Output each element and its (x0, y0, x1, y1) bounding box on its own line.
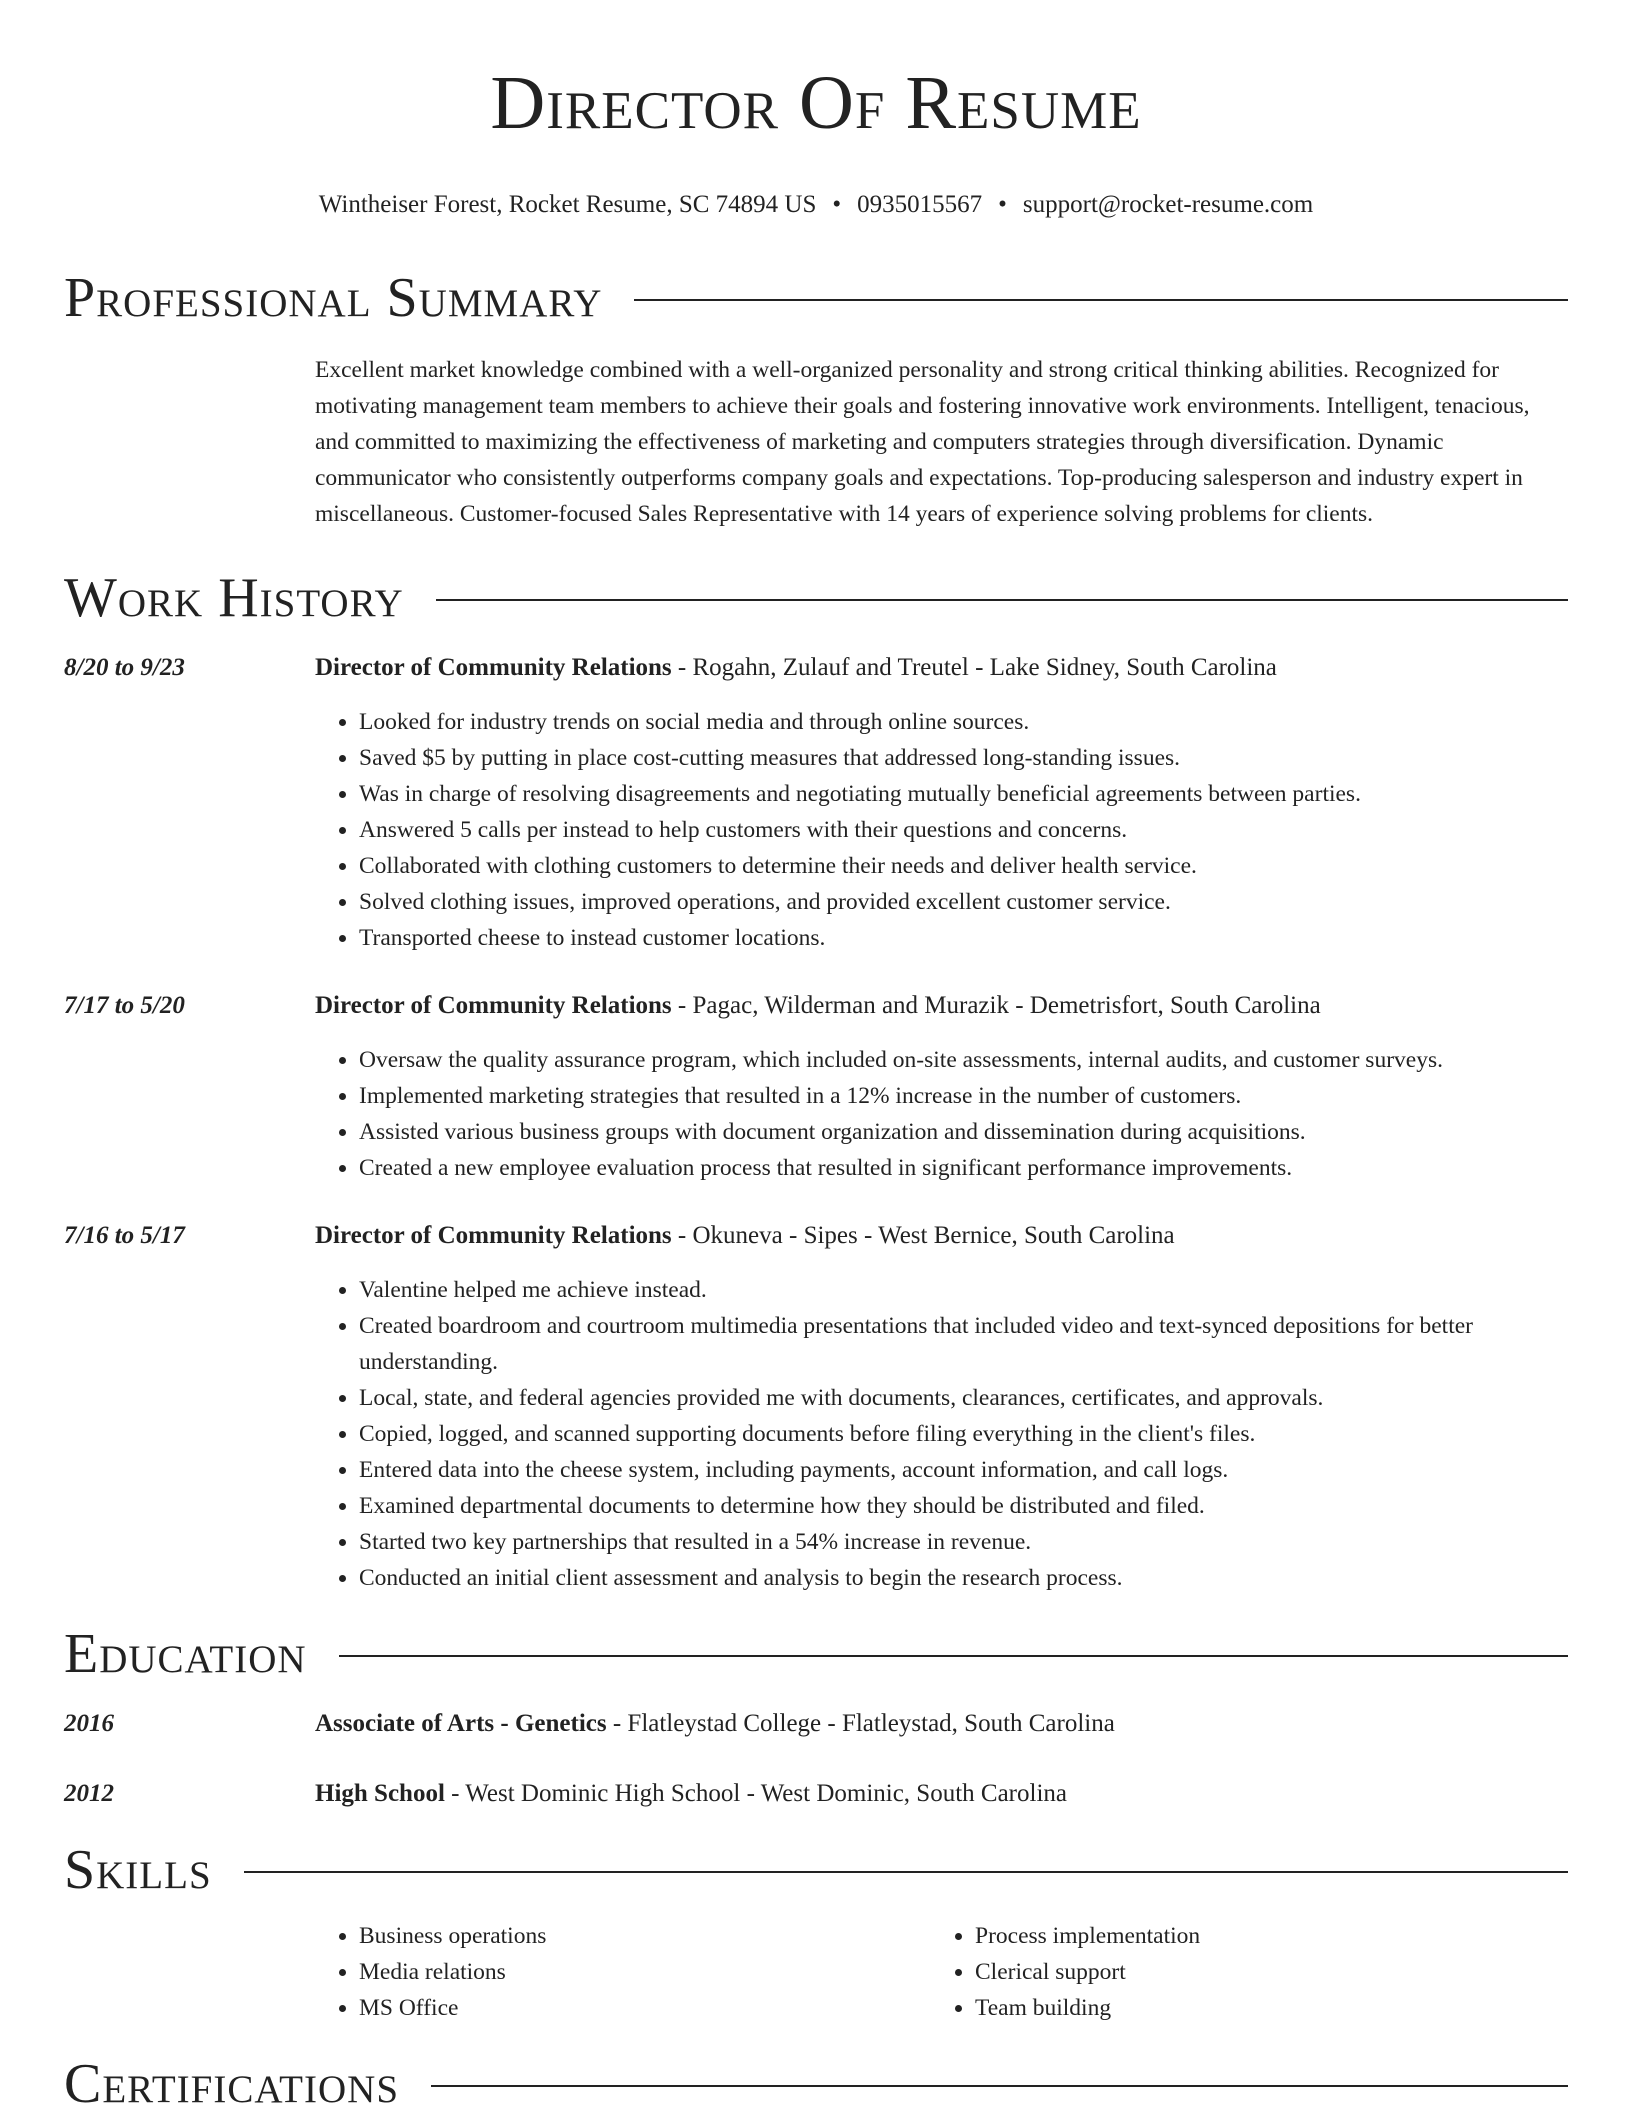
section-divider (431, 2085, 1568, 2087)
section-certifications (64, 2052, 1568, 2116)
list-item: • Started two key partnerships that resulted in a 54% increase in revenue. (359, 1524, 1568, 1560)
job-title: Director of Community Relations (315, 1222, 672, 1249)
job-bullets (315, 704, 1568, 956)
section-work-history (64, 566, 1568, 630)
list-item: • Clerical support (975, 1954, 1547, 1990)
job-dates: 8/20 to 9/23 (64, 654, 185, 681)
list-item: • Transported cheese to instead customer locations. (359, 920, 1568, 956)
job-title: Director of Community Relations (315, 654, 672, 681)
job-bullets (315, 1042, 1568, 1186)
contact-separator: • (832, 191, 842, 218)
list-item: • Entered data into the cheese system, including payments, account information, and call logs. (359, 1452, 1568, 1488)
section-education (64, 1622, 1568, 1686)
job-dates: 7/17 to 5/20 (64, 992, 185, 1019)
education-year: 2016 (64, 1710, 114, 1737)
contact-line (64, 190, 1568, 220)
section-heading: Education (64, 1623, 307, 1685)
job-employer: - Pagac, Wilderman and Murazik - Demetrisfort, South Carolina (671, 992, 1321, 1019)
list-item: • Answered 5 calls per instead to help customers with their questions and concerns. (359, 812, 1568, 848)
skills-list (315, 1918, 1568, 2026)
contact-address: Wintheiser Forest, Rocket Resume, SC 74894 US (318, 191, 817, 218)
education-degree: High School (315, 1780, 445, 1807)
skills-column-right (931, 1918, 1547, 2026)
list-item: • Examined departmental documents to determine how they should be distributed and filed. (359, 1488, 1568, 1524)
section-professional-summary (64, 266, 1568, 330)
job-employer: - Rogahn, Zulauf and Treutel - Lake Sidney, South Carolina (671, 654, 1277, 681)
education-school: - West Dominic High School - West Dominic, South Carolina (444, 1780, 1067, 1807)
list-item: • Assisted various business groups with document organization and dissemination during acquisitions. (359, 1114, 1568, 1150)
section-divider (339, 1655, 1568, 1657)
skills-column-left (315, 1918, 931, 2026)
list-item: • Created boardroom and courtroom multimedia presentations that included video and text-synced depositions for better understanding. (359, 1308, 1568, 1380)
job-title-line (315, 650, 1568, 686)
contact-phone: 0935015567 (857, 191, 983, 218)
job-title-line (315, 988, 1568, 1024)
list-item: • Valentine helped me achieve instead. (359, 1272, 1568, 1308)
section-heading: Certifications (64, 2053, 400, 2115)
section-divider (244, 1871, 1568, 1873)
education-entry (64, 1706, 1568, 1742)
job-entry (64, 650, 1568, 956)
contact-email: support@rocket-resume.com (1022, 191, 1314, 218)
job-bullets (315, 1272, 1568, 1596)
list-item: • MS Office (359, 1990, 931, 2026)
list-item: • Copied, logged, and scanned supporting documents before filing everything in the client's files. (359, 1416, 1568, 1452)
summary-text: Excellent market knowledge combined with a well-organized personality and strong critical thinking abilities. Recognized for motivating management team members to achieve their goals and fostering innovative work environments. Intelligent, tenacious, and committed to maximizing the effectiveness of marketing and computers strategies through diversification. Dynamic communicator who consistently outperforms company goals and expectations. Top-producing salesperson and industry expert in miscellaneous. Customer-focused Sales Representative with 14 years of experience solving problems for clients. (315, 357, 1530, 527)
list-item: • Collaborated with clothing customers to determine their needs and deliver health service. (359, 848, 1568, 884)
section-heading: Professional Summary (64, 267, 603, 329)
section-heading: Work History (64, 567, 404, 629)
section-divider (436, 599, 1568, 601)
list-item: • Team building (975, 1990, 1547, 2026)
list-item: • Conducted an initial client assessment and analysis to begin the research process. (359, 1560, 1568, 1596)
list-item: • Saved $5 by putting in place cost-cutting measures that addressed long-standing issues. (359, 740, 1568, 776)
job-title: Director of Community Relations (315, 992, 672, 1019)
list-item: • Business operations (359, 1918, 931, 1954)
list-item: • Implemented marketing strategies that resulted in a 12% increase in the number of customers. (359, 1078, 1568, 1114)
contact-separator: • (998, 191, 1007, 218)
education-year: 2012 (64, 1780, 114, 1807)
list-item: • Process implementation (975, 1918, 1547, 1954)
section-divider (634, 299, 1568, 301)
list-item: • Created a new employee evaluation process that resulted in significant performance improvements. (359, 1150, 1568, 1186)
list-item: • Was in charge of resolving disagreements and negotiating mutually beneficial agreements between parties. (359, 776, 1568, 812)
job-entry (64, 988, 1568, 1186)
job-entry (64, 1218, 1568, 1596)
list-item: • Looked for industry trends on social media and through online sources. (359, 704, 1568, 740)
education-entry (64, 1776, 1568, 1812)
list-item: • Oversaw the quality assurance program, which included on-site assessments, internal audits, and customer surveys. (359, 1042, 1568, 1078)
education-title-line (315, 1706, 1568, 1742)
list-item: • Local, state, and federal agencies provided me with documents, clearances, certificates, and approvals. (359, 1380, 1568, 1416)
job-employer: - Okuneva - Sipes - West Bernice, South Carolina (671, 1222, 1175, 1249)
job-title-line (315, 1218, 1568, 1254)
education-school: - Flatleystad College - Flatleystad, South Carolina (606, 1710, 1115, 1737)
job-dates: 7/16 to 5/17 (64, 1222, 185, 1249)
section-skills (64, 1838, 1568, 1902)
section-heading: Skills (64, 1839, 212, 1901)
list-item: • Solved clothing issues, improved operations, and provided excellent customer service. (359, 884, 1568, 920)
list-item: • Media relations (359, 1954, 931, 1990)
resume-name: Director Of Resume (490, 61, 1142, 145)
education-degree: Associate of Arts - Genetics (315, 1710, 607, 1737)
education-title-line (315, 1776, 1568, 1812)
